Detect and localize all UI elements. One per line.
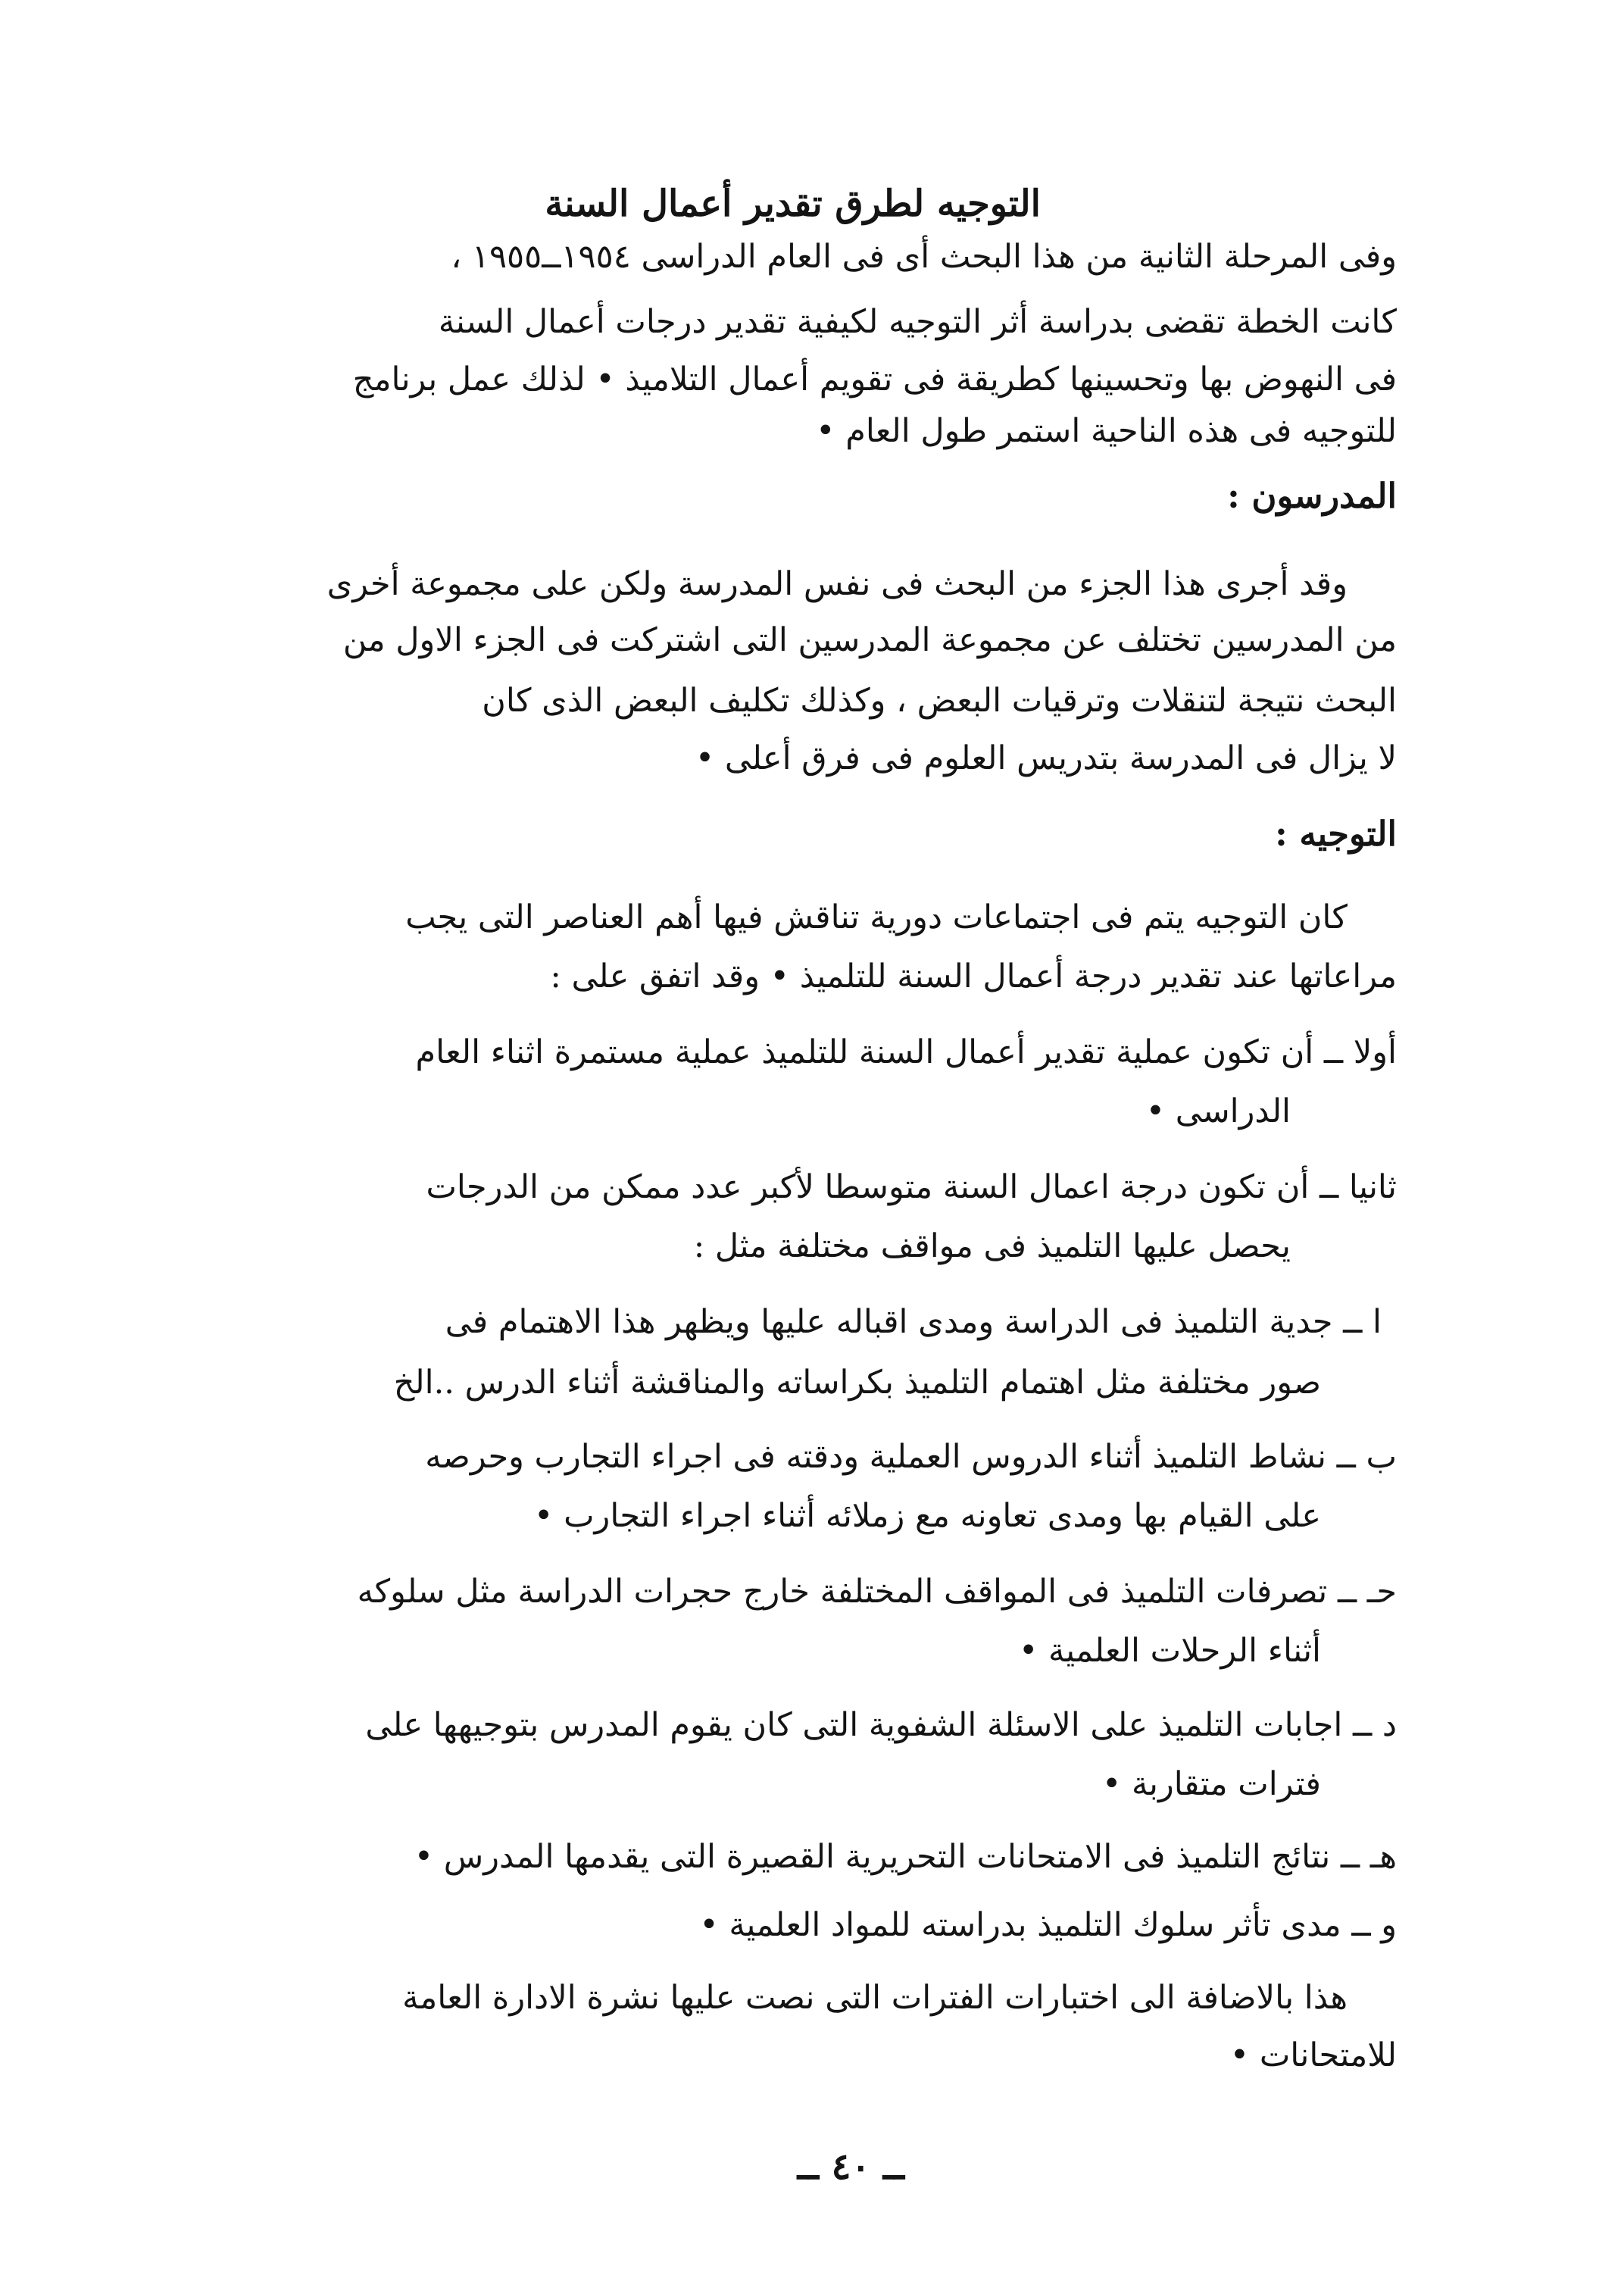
first-point-line-2: الدراسى • (1145, 1092, 1291, 1130)
item-a-line-1: ا ــ جدية التلميذ فى الدراسة ومدى اقباله عليها ويظهر هذا الاهتمام فى (445, 1303, 1382, 1341)
intro-line-2: كانت الخطة تقضى بدراسة أثر التوجيه لكيفية تقدير درجات أعمال السنة (438, 303, 1397, 341)
item-e-line: هـ ــ نتائج التلميذ فى الامتحانات التحريرية القصيرة التى يقدمها المدرس • (414, 1838, 1397, 1876)
item-b-line-2: على القيام بها ومدى تعاونه مع زملائه أثناء اجراء التجارب • (534, 1497, 1321, 1535)
teachers-line-1: وقد أجرى هذا الجزء من البحث فى نفس المدرسة ولكن على مجموعة أخرى (326, 565, 1348, 603)
intro-line-3: فى النهوض بها وتحسينها كطريقة فى تقويم أعمال التلاميذ • لذلك عمل برنامج (352, 361, 1397, 399)
item-d-line-2: فترات متقاربة • (1101, 1765, 1321, 1803)
first-point-line-1: أولا ــ أن تكون عملية تقدير أعمال السنة للتلميذ عملية مستمرة اثناء العام (415, 1033, 1397, 1071)
guidance-line-2: مراعاتها عند تقدير درجة أعمال السنة للتلميذ • وقد اتفق على : (550, 958, 1397, 995)
closing-line-1: هذا بالاضافة الى اختبارات الفترات التى نصت عليها نشرة الادارة العامة (402, 1979, 1348, 2017)
item-c-line-2: أثناء الرحلات العلمية • (1019, 1632, 1321, 1670)
guidance-heading: التوجيه : (1275, 814, 1397, 854)
item-f-line: و ــ مدى تأثر سلوك التلميذ بدراسته للمواد العلمية • (699, 1906, 1397, 1944)
teachers-line-4: لا يزال فى المدرسة بتدريس العلوم فى فرق أعلى • (695, 739, 1397, 777)
teachers-heading: المدرسون : (1227, 476, 1397, 516)
intro-line-1: وفى المرحلة الثانية من هذا البحث أى فى العام الدراسى ١٩٥٤ــ١٩٥٥ ، (451, 238, 1397, 276)
page-title: التوجيه لطرق تقدير أعمال السنة (545, 183, 1041, 225)
teachers-line-2: من المدرسين تختلف عن مجموعة المدرسين التى اشتركت فى الجزء الاول من (342, 621, 1397, 659)
intro-line-4: للتوجيه فى هذه الناحية استمر طول العام • (816, 412, 1397, 450)
page-number: ــ ٤٠ ــ (797, 2146, 904, 2188)
teachers-line-3: البحث نتيجة لتنقلات وترقيات البعض ، وكذلك تكليف البعض الذى كان (482, 682, 1397, 720)
second-point-line-1: ثانيا ــ أن تكون درجة اعمال السنة متوسطا لأكبر عدد ممكن من الدرجات (426, 1168, 1397, 1206)
item-a-line-2: صور مختلفة مثل اهتمام التلميذ بكراساته والمناقشة أثناء الدرس ..الخ (393, 1364, 1321, 1402)
guidance-line-1: كان التوجيه يتم فى اجتماعات دورية تناقش فيها أهم العناصر التى يجب (405, 899, 1348, 936)
second-point-line-2: يحصل عليها التلميذ فى مواقف مختلفة مثل : (693, 1227, 1291, 1265)
closing-line-2: للامتحانات • (1229, 2036, 1397, 2074)
item-d-line-1: د ــ اجابات التلميذ على الاسئلة الشفوية التى كان يقوم المدرس بتوجيهها على (365, 1706, 1397, 1744)
item-b-line-1: ب ــ نشاط التلميذ أثناء الدروس العملية ودقته فى اجراء التجارب وحرصه (425, 1438, 1397, 1476)
item-c-line-1: حـ ــ تصرفات التلميذ فى المواقف المختلفة خارج حجرات الدراسة مثل سلوكه (357, 1573, 1397, 1611)
